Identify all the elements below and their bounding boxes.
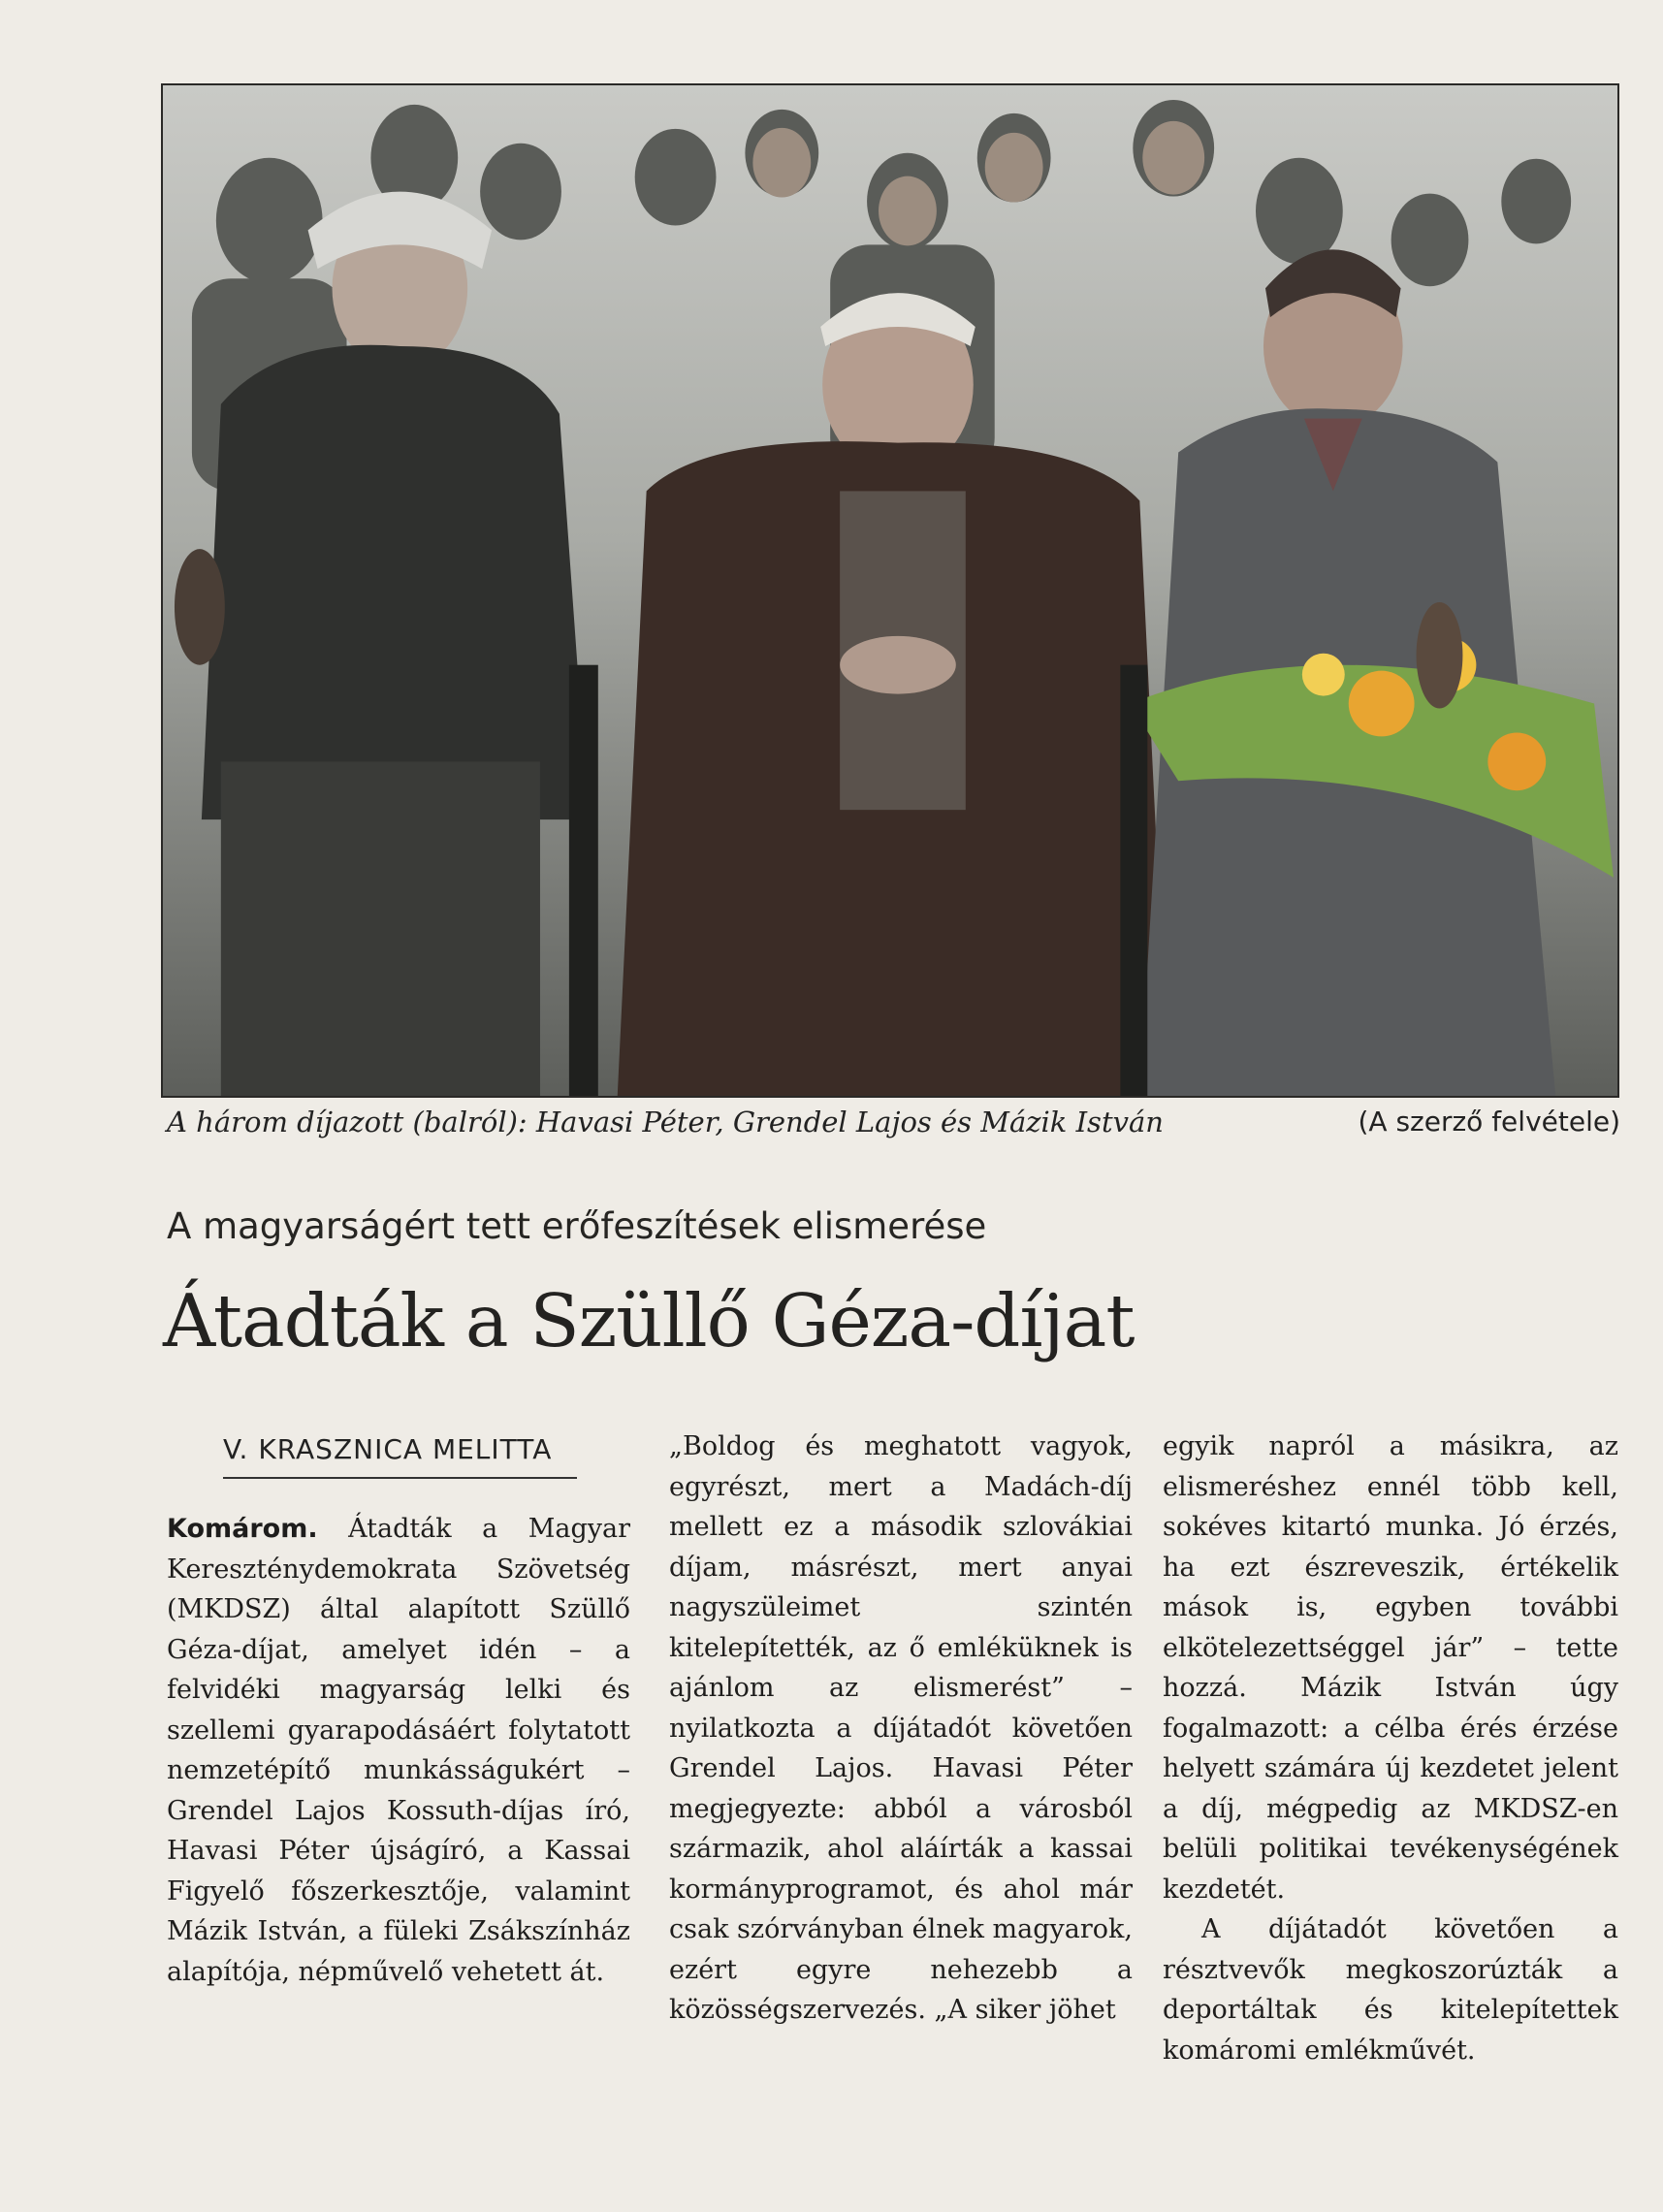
kicker-subheadline: A magyarságért tett erőfeszítések elismerése — [167, 1205, 987, 1247]
headline: Átadták a Szüllő Géza-díjat — [163, 1278, 1135, 1363]
body-column-1 — [167, 1509, 630, 1992]
dateline: Komárom. — [167, 1514, 318, 1544]
body-text-3: egyik napról a másikra, az elismeréshez ennél több kell, sokéves kitartó munka. Jó érzés, ha ezt észreveszik, értékelik mások is, egyben további elkötelezettséggel jár” – tette hozzá. Mázik István úgy fogalmazott: a célba érés érzése helyett számára új kezdetet jelent a díj, mégpedig az MKDSZ-en belüli politikai tevékenységének kezdetét. — [1163, 1431, 1618, 1905]
body-text-2: „Boldog és meghatott vagyok, egyrészt, mert a Madách-díj mellett ez a második szlovákiai díjam, másrészt, mert anyai nagyszüleimet szintén kitelepítették, az ő emléküknek is ajánlom az elismerést” – nyilatkozta a díjátadót követően Grendel Lajos. Havasi Péter megjegyezte: abból a városból származik, ahol aláírták a kassai kormányprogramot, és ahol már csak szórványban élnek magyarok, ezért egyre nehezebb a közösségszervezés. „A siker jöhet — [669, 1431, 1133, 2025]
body-text-1: Átadták a Magyar Kereszténydemokrata Szövetség (MKDSZ) által alapított Szüllő Géza-díjat, amelyet idén – a felvidéki magyarság lelki és szellemi gyarapodásáért folytatott nemzetépítő munkásságukért – Grendel Lajos Kossuth-díjas író, Havasi Péter újságíró, a Kassai Figyelő főszerkesztője, valamint Mázik István, a füleki Zsákszínház alapítója, népművelő vehetett át. — [167, 1514, 630, 1987]
byline: V. KRASZNICA MELITTA — [223, 1433, 577, 1479]
body-column-2 — [669, 1427, 1133, 2031]
previous-article-cut-text — [145, 0, 1629, 25]
body-column-3 — [1163, 1427, 1618, 2070]
photo-illustration — [163, 85, 1617, 1096]
body-text-4: A díjátadót követően a résztvevők megkoszorúzták a deportáltak és kitelepítettek komáromi emlékművét. — [1163, 1914, 1618, 2066]
award-ceremony-photo — [161, 83, 1619, 1098]
photo-caption: A három díjazott (balról): Havasi Péter, Grendel Lajos és Mázik István — [167, 1106, 1164, 1138]
photo-credit: (A szerző felvétele) — [1358, 1106, 1620, 1138]
